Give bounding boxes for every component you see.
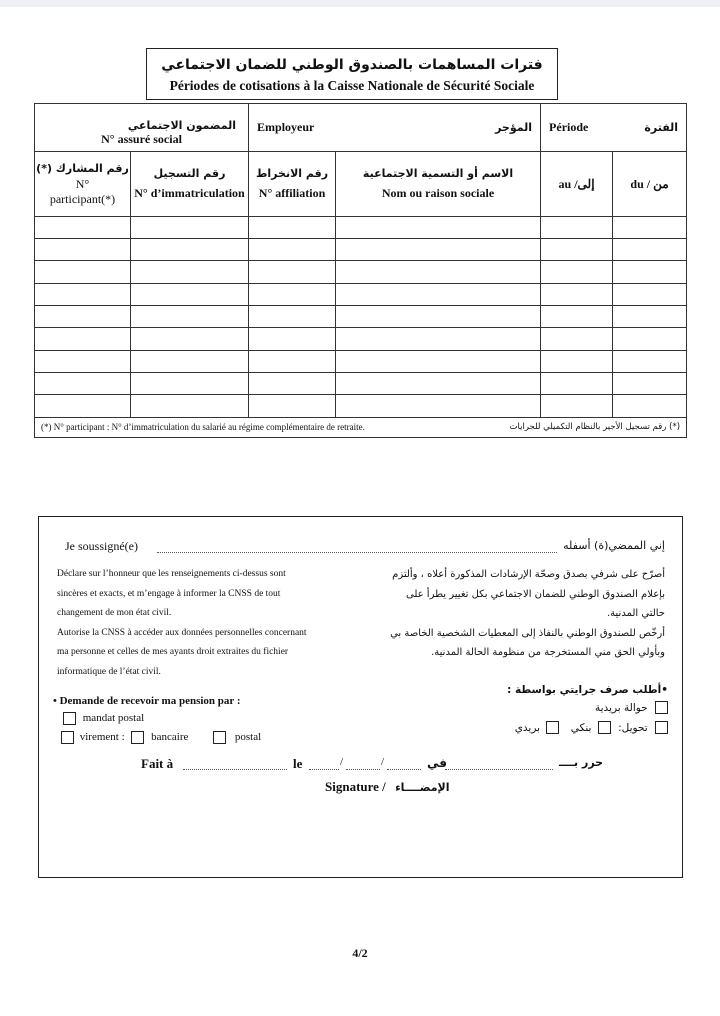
header-periode-fr: Période — [549, 120, 589, 135]
header-periode-ar: الفترة — [644, 121, 679, 135]
fait-a-place-field[interactable] — [183, 756, 287, 770]
col-affiliation — [249, 152, 336, 216]
au-cell[interactable] — [541, 306, 613, 328]
decl-ar-line4: أرخّص للصندوق الوطني بالنفاذ إلى المعطيات الشخصية الخاصة بي — [390, 627, 665, 639]
baridi-checkbox[interactable] — [546, 721, 559, 734]
header-employeur — [249, 104, 541, 152]
table-row — [35, 328, 687, 350]
option-virement-fr — [61, 731, 261, 744]
du-cell[interactable] — [613, 261, 687, 283]
col-du — [613, 152, 687, 216]
pension-fr-label: Demande de recevoir ma pension par : — [59, 695, 241, 707]
option-tahwil-ar — [418, 721, 668, 734]
top-band — [0, 0, 720, 7]
col-participant-fr2: participant(*) — [49, 191, 116, 206]
table-row — [35, 395, 687, 417]
affiliation-cell[interactable] — [249, 239, 336, 261]
table-row — [35, 216, 687, 238]
soussigne-name-field[interactable] — [157, 539, 557, 553]
immatriculation-cell[interactable] — [131, 350, 249, 372]
decl-fr-line5: ma personne et celles de mes ayants droit extraites du fichier — [57, 647, 289, 657]
nom-cell[interactable] — [336, 350, 541, 372]
table-row — [35, 283, 687, 305]
tahwil-checkbox[interactable] — [655, 721, 668, 734]
affiliation-cell[interactable] — [249, 216, 336, 238]
pension-ar-label: أطلب صرف جرايتي بواسطة : — [507, 684, 662, 696]
le-label: le — [293, 756, 303, 771]
postal-checkbox[interactable] — [213, 731, 226, 744]
contribution-periods-table — [34, 103, 687, 438]
title-french: Périodes de cotisations à la Caisse Nationale de Sécurité Sociale — [169, 78, 535, 93]
immatriculation-cell[interactable] — [131, 328, 249, 350]
immatriculation-cell[interactable] — [131, 261, 249, 283]
affiliation-cell[interactable] — [249, 395, 336, 417]
soussigne-line — [65, 539, 665, 557]
col-nom-fr: Nom ou raison sociale — [381, 186, 495, 201]
du-cell[interactable] — [613, 350, 687, 372]
immatriculation-cell[interactable] — [131, 239, 249, 261]
table-row — [35, 350, 687, 372]
col-participant-ar: رقم المشارك (*) — [36, 161, 129, 175]
date-sep-2: / — [381, 756, 385, 768]
hawala-label: حوالة بريدية — [594, 701, 648, 714]
header-assure-social — [35, 104, 249, 152]
decl-ar-line5: وبأولي الحق مني المستخرجة من منظومة الحالة المدنية. — [431, 647, 665, 658]
affiliation-cell[interactable] — [249, 283, 336, 305]
option-mandat-ar — [418, 701, 668, 714]
pension-ar: •أطلب صرف جرايتي بواسطة : — [507, 684, 668, 696]
header-periode — [541, 104, 687, 152]
participant-cell[interactable] — [35, 239, 131, 261]
header-assure-ar: المضمون الاجتماعي — [127, 119, 237, 133]
header-assure-fr: N° assuré social — [101, 132, 182, 147]
col-participant — [35, 152, 131, 216]
title-box — [146, 48, 558, 100]
fait-a-label: Fait à — [141, 756, 174, 771]
col-participant-fr1: N° — [75, 176, 90, 191]
col-du-label: du / من — [630, 176, 669, 191]
imdaa-label: الإمضــــاء — [395, 781, 450, 794]
table-row — [35, 373, 687, 395]
participant-cell[interactable] — [35, 373, 131, 395]
baridi-label: بريدي — [514, 721, 541, 734]
table-row — [35, 239, 687, 261]
nom-cell[interactable] — [336, 328, 541, 350]
au-cell[interactable] — [541, 239, 613, 261]
col-nom — [336, 152, 541, 216]
affiliation-cell[interactable] — [249, 328, 336, 350]
du-cell[interactable] — [613, 216, 687, 238]
bancaire-checkbox[interactable] — [131, 731, 144, 744]
decl-fr-line1: Déclare sur l’honneur que les renseignements ci-dessus sont — [57, 569, 286, 579]
table-row — [35, 261, 687, 283]
tahwil-label: تحويل: — [618, 721, 648, 734]
col-immat-ar: رقم التسجيل — [153, 167, 226, 181]
bancaire-label: bancaire — [151, 731, 189, 744]
decl-fr-line6: informatique de l’état civil. — [57, 666, 161, 677]
immatriculation-cell[interactable] — [131, 395, 249, 417]
au-cell[interactable] — [541, 373, 613, 395]
col-affil-ar: رقم الانخراط — [255, 167, 329, 181]
page-number: 4/2 — [352, 946, 368, 960]
nom-cell[interactable] — [336, 306, 541, 328]
declaration-box — [38, 516, 683, 878]
mandat-postal-label: mandat postal — [82, 712, 145, 725]
declaration-ar — [365, 565, 665, 663]
pension-fr: • Demande de recevoir ma pension par : — [53, 695, 241, 707]
nom-cell[interactable] — [336, 373, 541, 395]
decl-ar-line3: حالتي المدنية. — [606, 608, 665, 619]
affiliation-cell[interactable] — [249, 261, 336, 283]
participant-cell[interactable] — [35, 328, 131, 350]
footnote-fr: (*) N° participant : N° d’immatriculation du salarié au régime complémentaire de retraite. — [41, 422, 365, 433]
header-employeur-ar: المؤجر — [495, 121, 533, 135]
signature-label: Signature / — [325, 779, 386, 794]
immatriculation-cell[interactable] — [131, 216, 249, 238]
decl-fr-line3: changement de mon état civil. — [57, 608, 172, 618]
header-employeur-fr: Employeur — [257, 120, 315, 135]
declaration-fr — [57, 565, 367, 682]
au-cell[interactable] — [541, 261, 613, 283]
du-cell[interactable] — [613, 373, 687, 395]
nom-cell[interactable] — [336, 216, 541, 238]
participant-cell[interactable] — [35, 216, 131, 238]
nom-cell[interactable] — [336, 395, 541, 417]
affiliation-cell[interactable] — [249, 350, 336, 372]
virement-checkbox[interactable] — [61, 731, 74, 744]
title-arabic: فترات المساهمات بالصندوق الوطني للضمان الاجتماعي — [161, 57, 543, 73]
du-cell[interactable] — [613, 283, 687, 305]
du-cell[interactable] — [613, 239, 687, 261]
affiliation-cell[interactable] — [249, 373, 336, 395]
signature-area[interactable] — [219, 803, 519, 863]
option-mandat-fr — [63, 712, 144, 725]
mandat-postal-checkbox[interactable] — [63, 712, 76, 725]
date-year-field[interactable] — [387, 756, 421, 770]
harrar-label: حرر بــــ — [559, 756, 604, 769]
virement-label: virement : — [79, 731, 125, 744]
date-day-field[interactable] — [309, 756, 339, 770]
nom-cell[interactable] — [336, 283, 541, 305]
col-nom-ar: الاسم أو التسمية الاجتماعية — [362, 167, 514, 181]
participant-cell[interactable] — [35, 283, 131, 305]
footnote-ar: (*) رقم تسجيل الأجير بالنظام التكميلي للجرايات — [509, 422, 681, 433]
decl-fr-line4: Autorise la CNSS à accéder aux données personnelles concernant — [57, 627, 307, 638]
immatriculation-cell[interactable] — [131, 373, 249, 395]
du-cell[interactable] — [613, 328, 687, 350]
participant-cell[interactable] — [35, 395, 131, 417]
col-immat-fr: N° d’immatriculation — [134, 186, 245, 201]
du-cell[interactable] — [613, 395, 687, 417]
col-au-label: au /إلى — [558, 176, 595, 191]
col-affil-fr: N° affiliation — [258, 186, 326, 201]
affiliation-cell[interactable] — [249, 306, 336, 328]
au-cell[interactable] — [541, 283, 613, 305]
participant-cell[interactable] — [35, 306, 131, 328]
postal-label: postal — [234, 731, 262, 744]
col-immatriculation — [131, 152, 249, 216]
hawala-checkbox[interactable] — [655, 701, 668, 714]
banki-label: بنكي — [570, 721, 592, 734]
fait-a-line — [141, 756, 611, 774]
nom-cell[interactable] — [336, 239, 541, 261]
soussigne-ar: إني الممضي(ة) أسفله — [563, 539, 665, 552]
nom-cell[interactable] — [336, 261, 541, 283]
decl-fr-line2: sincères et exacts, et m’engage à informer la CNSS de tout — [57, 588, 281, 599]
table-body — [35, 216, 687, 417]
au-cell[interactable] — [541, 216, 613, 238]
table-row — [35, 306, 687, 328]
table-footnote — [35, 417, 687, 437]
date-month-field[interactable] — [346, 756, 380, 770]
immatriculation-cell[interactable] — [131, 306, 249, 328]
au-cell[interactable] — [541, 395, 613, 417]
immatriculation-cell[interactable] — [131, 283, 249, 305]
decl-ar-line1: أصرّح على شرفي بصدق وصحّة الإرشادات المذكورة أعلاه ، وألتزم — [392, 569, 665, 580]
harrar-place-field[interactable] — [445, 756, 553, 770]
banki-checkbox[interactable] — [598, 721, 611, 734]
signature-line — [325, 779, 449, 795]
decl-ar-line2: بإعلام الصندوق الوطني للضمان الاجتماعي بكل تغيير يطرأ على — [406, 588, 665, 600]
du-cell[interactable] — [613, 306, 687, 328]
col-au — [541, 152, 613, 216]
date-sep-1: / — [340, 756, 344, 768]
au-cell[interactable] — [541, 350, 613, 372]
participant-cell[interactable] — [35, 350, 131, 372]
fi-label: في — [427, 756, 447, 770]
soussigne-fr: Je soussigné(e) — [65, 539, 138, 553]
au-cell[interactable] — [541, 328, 613, 350]
participant-cell[interactable] — [35, 261, 131, 283]
